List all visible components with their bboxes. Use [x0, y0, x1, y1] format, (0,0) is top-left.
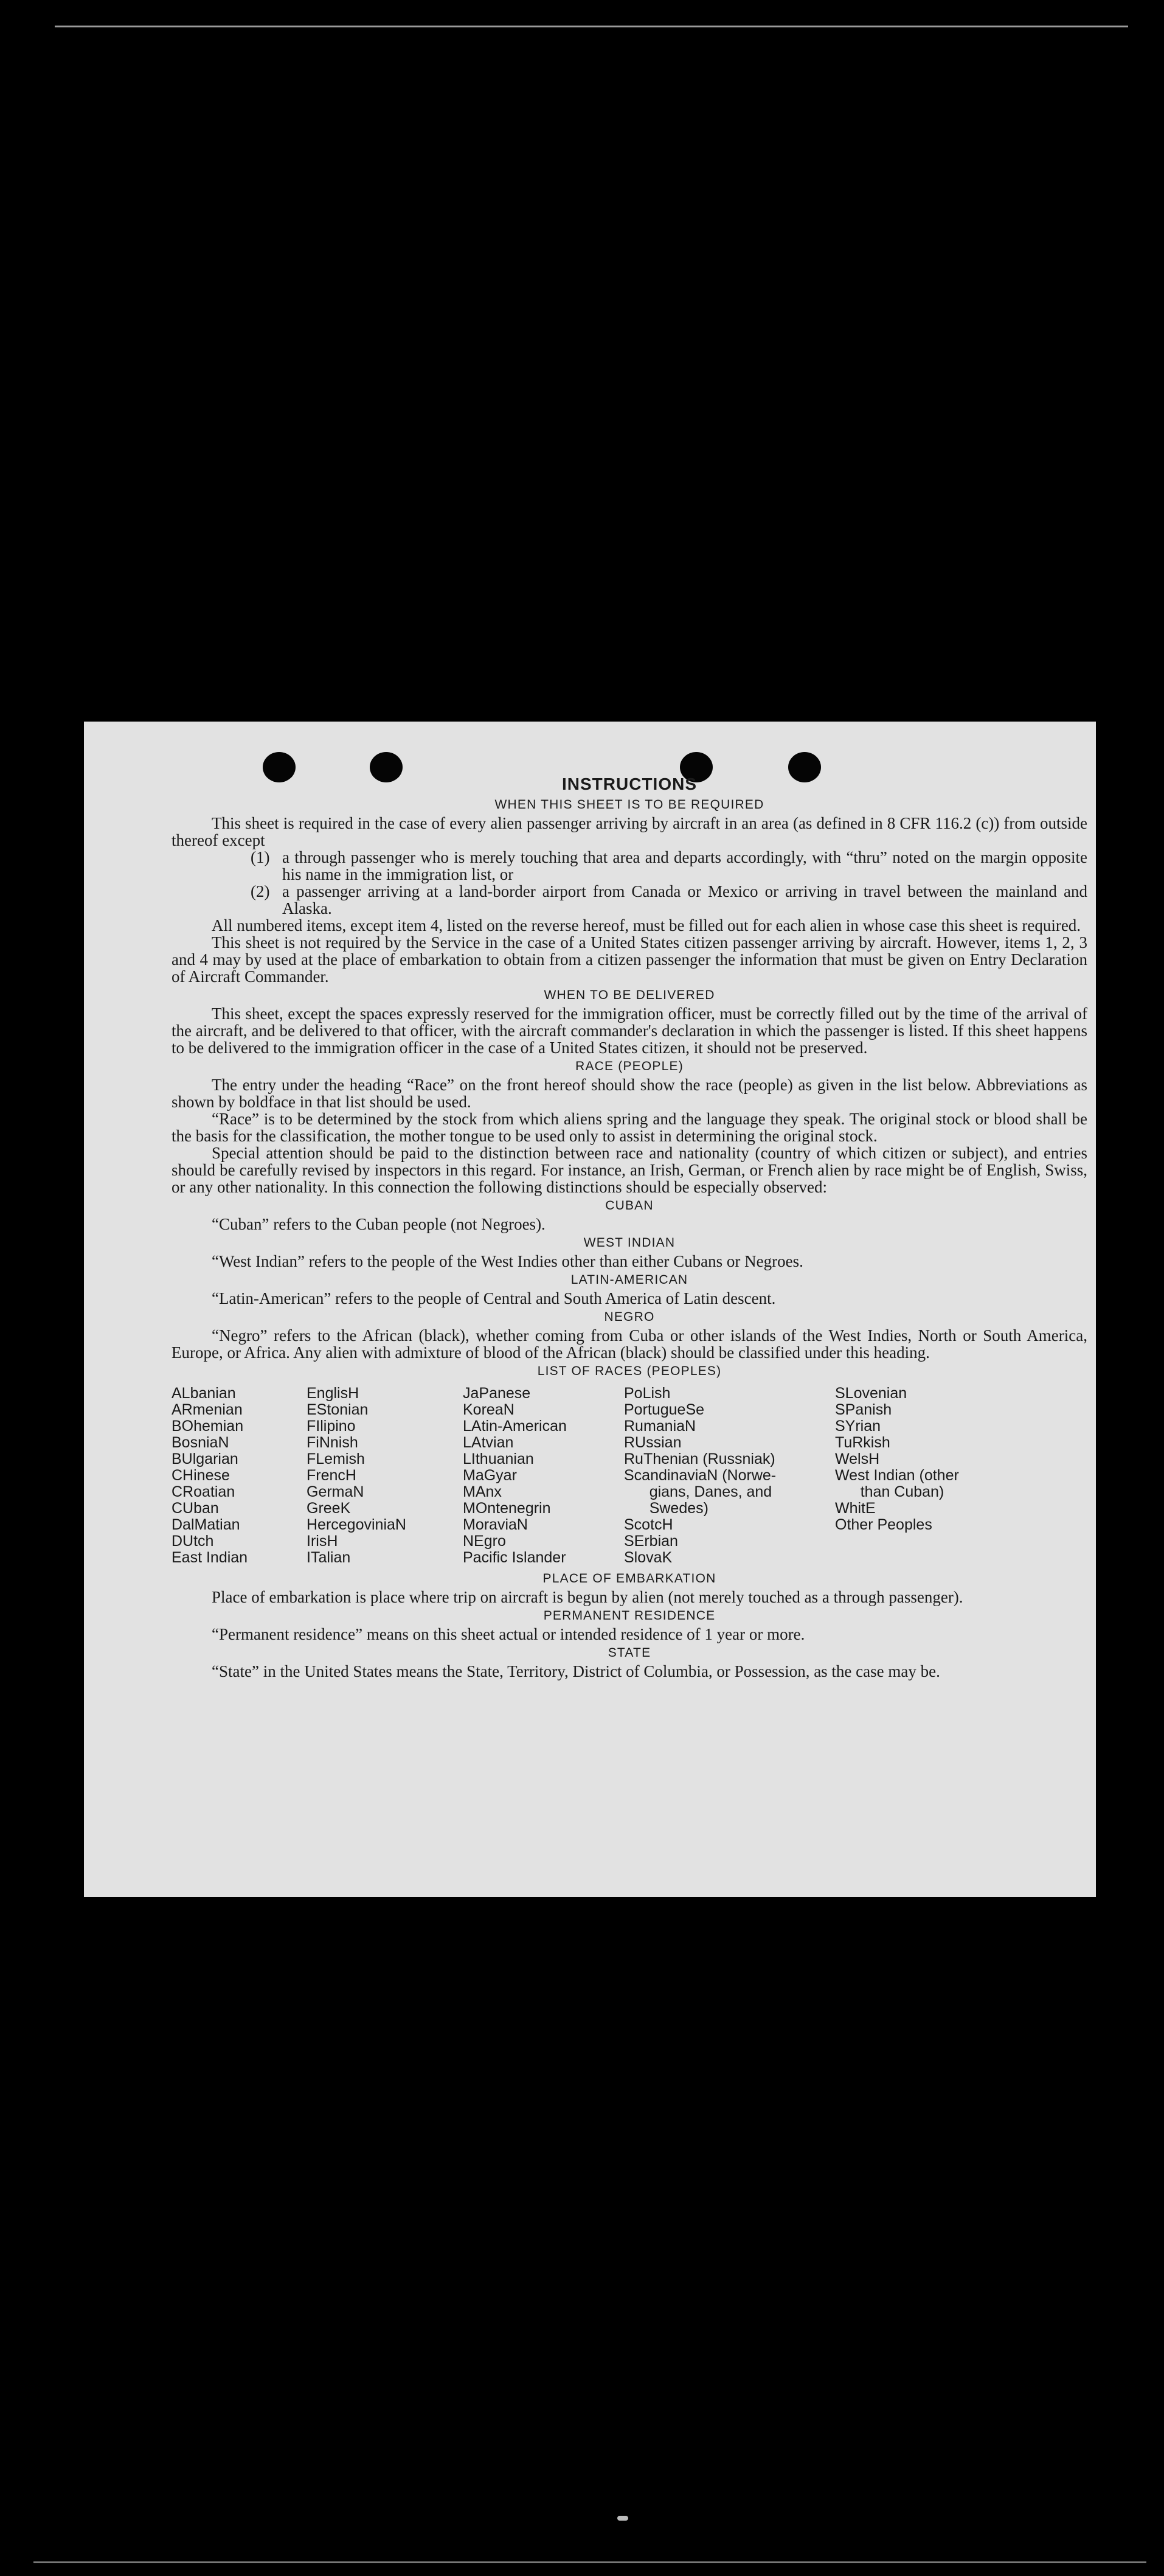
race-entry: FiNnish [307, 1434, 358, 1451]
section-heading: WEST INDIAN [583, 1236, 676, 1250]
section-heading: WHEN TO BE DELIVERED [544, 988, 715, 1002]
section-heading: PERMANENT RESIDENCE [543, 1609, 716, 1623]
race-entry: MaGyar [463, 1467, 517, 1484]
race-entry: CHinese [171, 1467, 230, 1484]
section-heading: LATIN-AMERICAN [570, 1273, 688, 1287]
list-text: a through passenger who is merely touching that area and departs accordingly, with “thru” noted on the margin opposite his name in the immigration list, or [282, 848, 1087, 883]
race-entry: than Cuban) [835, 1483, 944, 1500]
paragraph: “Race” is to be determined by the stock from which aliens spring and the language they speak. The original stock or blood shall be the basis for the classification, the mother tongue to be used only to assist in determining the original stock. [171, 1110, 1087, 1145]
section-heading: PLACE OF EMBARKATION [542, 1572, 716, 1586]
race-entry: Other Peoples [835, 1516, 932, 1533]
race-entry: FLemish [307, 1450, 365, 1467]
race-entry: IrisH [307, 1533, 338, 1550]
race-entry: Swedes) [624, 1500, 708, 1517]
instruction-sheet [84, 722, 1096, 1897]
paragraph: “Cuban” refers to the Cuban people (not Negroes). [212, 1215, 546, 1233]
race-entry: FIlipino [307, 1418, 356, 1435]
race-entry: ALbanian [171, 1385, 236, 1402]
race-entry: ARmenian [171, 1401, 243, 1418]
race-entry: MAnx [463, 1483, 502, 1500]
paragraph: This sheet is required in the case of every alien passenger arriving by aircraft in an area (as defined in 8 CFR 116.2 (c)) from outside thereof except [171, 814, 1087, 849]
list-number: (2) [251, 882, 270, 900]
race-entry: Pacific Islander [463, 1549, 566, 1566]
race-entry: PoLish [624, 1385, 671, 1402]
race-entry: FrencH [307, 1467, 356, 1484]
section-heading: CUBAN [605, 1199, 654, 1213]
race-entry: WhitE [835, 1500, 876, 1517]
race-entry: East Indian [171, 1549, 248, 1566]
race-entry: SErbian [624, 1533, 678, 1550]
paragraph: The entry under the heading “Race” on the front hereof should show the race (people) as given in the list below. Abbreviations as shown by boldface in that list should be used. [171, 1076, 1087, 1111]
race-entry: NEgro [463, 1533, 506, 1550]
exception-list [251, 849, 1087, 917]
race-entry: SYrian [835, 1418, 881, 1435]
list-number: (1) [251, 848, 270, 866]
race-entry: EnglisH [307, 1385, 359, 1402]
paragraph: “West Indian” refers to the people of the West Indies other than either Cubans or Negroes. [212, 1252, 803, 1270]
paragraph: All numbered items, except item 4, listed on the reverse hereof, must be filled out for each alien in whose case this sheet is required. [212, 916, 1081, 935]
paragraph: “State” in the United States means the State, Territory, District of Columbia, or Possession, as the case may be. [212, 1662, 940, 1680]
race-entry: PortugueSe [624, 1401, 705, 1418]
race-entry: RUssian [624, 1434, 682, 1451]
film-edge-top [55, 26, 1128, 27]
document-title: INSTRUCTIONS [562, 775, 697, 793]
paragraph: This sheet, except the spaces expressly reserved for the immigration officer, must be correctly filled out by the time of the arrival of the aircraft, and be delivered to that officer, with the aircraft commander's declaration in which the passenger is listed. If this sheet happens to be delivered to the immigration officer in the case of a United States citizen, it should not be preserved. [171, 1004, 1087, 1057]
paragraph: Special attention should be paid to the distinction between race and nationality (country of which citizen or subject), and entries should be carefully revised by inspectors in this regard. For instance, an Irish, German, or French alien by race might be of English, Swiss, or any other nationality. In this connection the following distinctions should be especially observed: [171, 1144, 1087, 1196]
race-entry: KoreaN [463, 1401, 514, 1418]
races-table [171, 1385, 1087, 1566]
film-speck [617, 2516, 628, 2521]
section-heading: STATE [608, 1646, 651, 1660]
races-heading: LIST OF RACES (PEOPLES) [537, 1364, 722, 1378]
section-heading: RACE (PEOPLE) [575, 1059, 684, 1073]
race-entry: LAtin-American [463, 1418, 567, 1435]
race-entry: JaPanese [463, 1385, 531, 1402]
list-item [251, 883, 1087, 917]
sheet-content [171, 774, 1087, 1680]
race-entry: DUtch [171, 1533, 214, 1550]
paragraph: “Negro” refers to the African (black), whether coming from Cuba or other islands of the West Indies, North or South America, Europe, or Africa. Any alien with admixture of blood of the African (black) should be classified under this heading. [171, 1326, 1087, 1362]
race-entry: gians, Danes, and [624, 1483, 772, 1500]
race-entry: DalMatian [171, 1516, 240, 1533]
race-entry: TuRkish [835, 1434, 890, 1451]
races-column [624, 1385, 835, 1566]
race-entry: West Indian (other [835, 1467, 959, 1484]
races-column [307, 1385, 463, 1566]
races-column [171, 1385, 307, 1566]
section-heading: NEGRO [604, 1310, 655, 1324]
race-entry: LIthuanian [463, 1450, 534, 1467]
race-entry: MOntenegrin [463, 1500, 551, 1517]
race-entry: LAtvian [463, 1434, 514, 1451]
races-column [463, 1385, 624, 1566]
race-entry: RumaniaN [624, 1418, 696, 1435]
race-entry: SLovenian [835, 1385, 907, 1402]
race-entry: CUban [171, 1500, 219, 1517]
race-entry: SPanish [835, 1401, 892, 1418]
race-entry: GreeK [307, 1500, 351, 1517]
race-entry: BOhemian [171, 1418, 244, 1435]
race-entry: RuThenian (Russniak) [624, 1450, 775, 1467]
race-entry: HercegoviniaN [307, 1516, 406, 1533]
film-edge-bottom [33, 2561, 1146, 2563]
race-entry: SlovaK [624, 1549, 673, 1566]
race-entry: WelsH [835, 1450, 880, 1467]
race-entry: CRoatian [171, 1483, 235, 1500]
race-entry: BosniaN [171, 1434, 229, 1451]
race-entry: ScandinaviaN (Norwe- [624, 1467, 777, 1484]
section-heading: WHEN THIS SHEET IS TO BE REQUIRED [494, 798, 764, 812]
paragraph: “Latin-American” refers to the people of Central and South America of Latin descent. [212, 1289, 776, 1307]
race-entry: GermaN [307, 1483, 364, 1500]
race-entry: ITalian [307, 1549, 351, 1566]
paragraph: This sheet is not required by the Service in the case of a United States citizen passenger arriving by aircraft. However, items 1, 2, 3 and 4 may by used at the place of embarkation to obtain from a citizen passenger the information that must be given on Entry Declaration of Aircraft Commander. [171, 933, 1087, 986]
race-entry: ScotcH [624, 1516, 673, 1533]
paragraph: “Permanent residence” means on this sheet actual or intended residence of 1 year or more. [212, 1625, 805, 1643]
race-entry: EStonian [307, 1401, 369, 1418]
race-entry: BUlgarian [171, 1450, 238, 1467]
paragraph: Place of embarkation is place where trip on aircraft is begun by alien (not merely touched as a through passenger). [212, 1588, 963, 1606]
race-entry: MoraviaN [463, 1516, 528, 1533]
races-column [835, 1385, 1017, 1566]
list-text: a passenger arriving at a land-border airport from Canada or Mexico or arriving in travel between the mainland and Alaska. [282, 882, 1087, 917]
list-item [251, 849, 1087, 883]
